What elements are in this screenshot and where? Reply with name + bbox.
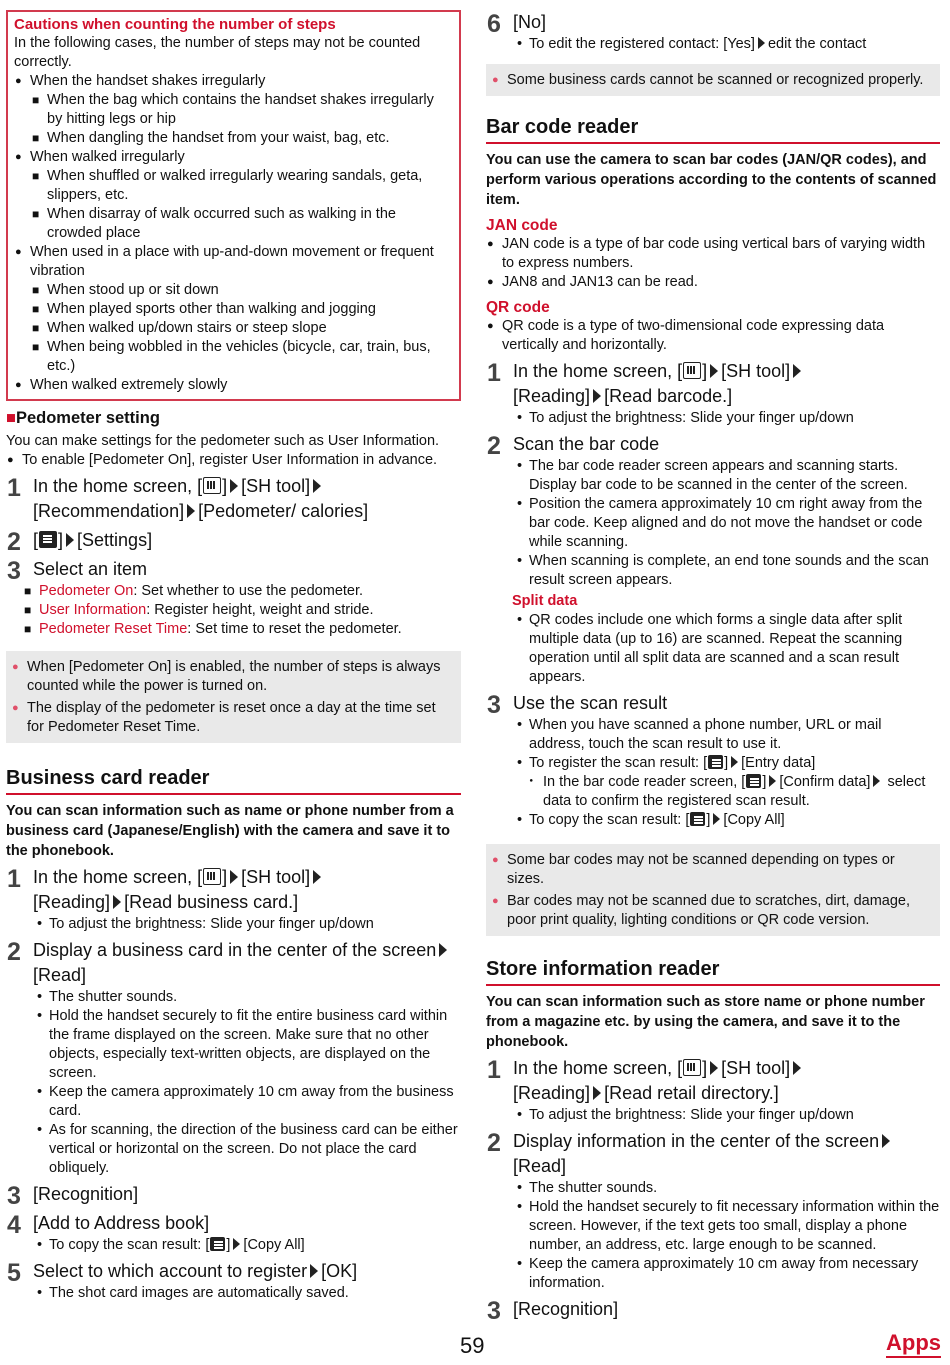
split-data-heading: Split data (512, 593, 578, 609)
business-step-4: 4 [Add to Address book] (7, 1211, 210, 1239)
barcode-note (486, 844, 940, 936)
step-note: • Position the camera approximately 10 cm right away from the bar code. Keep aligned and do not move the handset or code while scanning. (486, 495, 940, 552)
arrow-right-icon (593, 389, 601, 403)
barcode-heading: Bar code reader (486, 114, 940, 144)
caution-subitem: ■ When being wobbled in the vehicles (bicycle, car, train, bus, etc.) (14, 338, 453, 376)
arrow-right-icon (187, 504, 195, 518)
step-note: • Keep the camera approximately 10 cm away from the business card. (6, 1083, 461, 1121)
step-note: • To adjust the brightness: Slide your finger up/down (486, 409, 940, 428)
step-note: • To adjust the brightness: Slide your finger up/down (6, 915, 461, 934)
caution-subitem: ■ When stood up or sit down (14, 281, 453, 300)
step-number: 1 (7, 474, 21, 502)
arrow-right-icon (313, 479, 321, 493)
arrow-right-icon (710, 1061, 718, 1075)
step-note: • Keep the camera approximately 10 cm away from necessary information. (486, 1255, 940, 1293)
qr-item: ● QR code is a type of two-dimensional code expressing data vertically and horizontally. (486, 317, 940, 355)
step-number: 2 (7, 938, 21, 966)
note-item: ● Some business cards cannot be scanned or recognized properly. (492, 71, 934, 90)
step-number: 2 (7, 528, 21, 556)
caution-item: ● When walked extremely slowly (14, 376, 453, 395)
step-note: • Hold the handset securely to fit the entire business card within the frame displayed on the screen. Make sure that no other objects, especially text-written objects, are displayed on the screen. (6, 1007, 461, 1083)
step-number: 1 (487, 359, 501, 387)
store-step-3: 3 [Recognition] (487, 1297, 619, 1325)
step-note: • Hold the handset securely to fit necessary information within the screen. However, if the text gets too small, display a phone number, an address, etc. large enough to be scanned. (486, 1198, 940, 1255)
step-note: • The bar code reader screen appears and scanning starts. Display bar code to be scanned in the center of the screen. (486, 457, 940, 495)
caution-item: ● When the handset shakes irregularly (14, 72, 453, 91)
step-note: • When scanning is complete, an end tone sounds and the scan result screen appears. (486, 552, 940, 590)
menu-icon (708, 755, 723, 769)
caution-subitem: ■ When played sports other than walking and jogging (14, 300, 453, 319)
jan-item: ● JAN8 and JAN13 can be read. (486, 273, 940, 292)
business-heading: Business card reader (6, 765, 461, 795)
menu-icon (210, 1237, 225, 1251)
step-note: • When you have scanned a phone number, URL or mail address, touch the scan result to use it. (486, 716, 940, 754)
caution-box (6, 10, 461, 401)
left-column (6, 10, 461, 1303)
step-number: 3 (487, 1297, 501, 1325)
pedometer-intro: You can make settings for the pedometer such as User Information. (6, 433, 440, 449)
arrow-right-icon (793, 1061, 801, 1075)
step-number: 3 (487, 691, 501, 719)
step-number: 3 (7, 557, 21, 585)
arrow-right-icon (731, 756, 738, 768)
arrow-right-icon (793, 364, 801, 378)
caution-subitem: ■ When the bag which contains the handset shakes irregularly by hitting legs or hip (14, 91, 453, 129)
step-note: • QR codes include one which forms a single data after split multiple data (up to 16) are scanned. Repeat the scanning operation until all split data are scanned and a scan result appears. (486, 611, 940, 687)
step-note: • To register the scan result: [ ] [Entry data] (486, 754, 940, 773)
store-step-2: 2 Display information in the center of the screen[Read] (486, 1129, 940, 1179)
step-number: 1 (487, 1056, 501, 1084)
arrow-right-icon (66, 533, 74, 547)
arrow-right-icon (882, 1134, 890, 1148)
arrow-right-icon (233, 1238, 240, 1250)
section-tab-apps[interactable]: Apps (886, 1330, 941, 1358)
caution-subitem: ■ When shuffled or walked irregularly wearing sandals, geta, slippers, etc. (14, 167, 453, 205)
step-subnote: ・ In the bar code reader screen, [ ] [Confirm data] select data to confirm the registered scan result. (486, 773, 940, 811)
pedometer-heading: ■Pedometer setting (6, 409, 160, 427)
apps-icon (683, 362, 701, 379)
business-step-1: 1 In the home screen, [ ] [SH tool] [Reading] [Read business card.] (6, 865, 461, 915)
store-heading: Store information reader (486, 956, 940, 986)
note-item: ● Bar codes may not be scanned due to scratches, dirt, damage, poor print quality, lighting conditions or QR code version. (492, 892, 934, 930)
step-number: 2 (487, 432, 501, 460)
barcode-step-1: 1 In the home screen, [ ] [SH tool] [Reading] [Read barcode.] (486, 359, 940, 409)
business-step-6: 6 [No] (487, 10, 547, 38)
arrow-right-icon (310, 1264, 318, 1278)
store-intro: You can scan information such as store name or phone number from a magazine etc. by using the camera, and save it to the phonebook. (486, 994, 925, 1050)
step-number: 5 (7, 1259, 21, 1287)
pedometer-bullet: ● To enable [Pedometer On], register User Information in advance. (6, 451, 461, 470)
step-note: • As for scanning, the direction of the business card can be either vertical or horizontal on the screen. Do not place the card obliquely. (6, 1121, 461, 1178)
jan-heading: JAN code (486, 217, 558, 234)
page-number: 59 (460, 1333, 485, 1358)
step-number: 2 (487, 1129, 501, 1157)
step-note: • To adjust the brightness: Slide your finger up/down (486, 1106, 940, 1125)
arrow-right-icon (873, 775, 880, 787)
barcode-step-3: 3 Use the scan result (487, 691, 668, 719)
caution-item: ● When walked irregularly (14, 148, 453, 167)
arrow-right-icon (710, 364, 718, 378)
arrow-right-icon (593, 1086, 601, 1100)
arrow-right-icon (230, 870, 238, 884)
square-bullet-icon: ■ (6, 409, 16, 427)
menu-icon (690, 812, 705, 826)
arrow-right-icon (230, 479, 238, 493)
step-note: • To copy the scan result: [ ] [Copy All] (486, 811, 940, 830)
business-step-2: 2 Display a business card in the center of the screen[Read] (6, 938, 461, 988)
caution-intro: In the following cases, the number of steps may not be counted correctly. (14, 35, 421, 70)
caution-subitem: ■ When dangling the handset from your waist, bag, etc. (14, 129, 453, 148)
step-note: • To edit the registered contact: [Yes] edit the contact (486, 35, 940, 54)
step-note: • The shutter sounds. (6, 988, 461, 1007)
barcode-intro: You can use the camera to scan bar codes (JAN/QR codes), and perform various operations according to the contents of scanned item. (486, 152, 937, 208)
pedometer-step-3: 3 Select an item (7, 557, 148, 585)
setting-item: ■ Pedometer On: Set whether to use the pedometer. (6, 582, 461, 601)
store-step-1: 1 In the home screen, [ ] [SH tool] [Reading] [Read retail directory.] (486, 1056, 940, 1106)
business-step-3: 3 [Recognition] (7, 1182, 139, 1210)
note-item: ● Some bar codes may not be scanned depending on types or sizes. (492, 851, 934, 889)
arrow-right-icon (313, 870, 321, 884)
caution-item: ● When used in a place with up-and-down movement or frequent vibration (14, 243, 453, 281)
step-number: 6 (487, 10, 501, 38)
step-note: • The shot card images are automatically saved. (6, 1284, 461, 1303)
pedometer-note (6, 651, 461, 743)
step-note: • The shutter sounds. (486, 1179, 940, 1198)
right-column (486, 10, 940, 1325)
qr-heading: QR code (486, 299, 550, 316)
arrow-right-icon (439, 943, 447, 957)
arrow-right-icon (758, 37, 765, 49)
caution-title: Cautions when counting the number of steps (14, 16, 336, 33)
setting-item: ■ User Information: Register height, weight and stride. (6, 601, 461, 620)
menu-icon (746, 774, 761, 788)
business-intro: You can scan information such as name or phone number from a business card (Japanese/English) with the camera and save it to the phonebook. (6, 803, 454, 859)
menu-icon (39, 531, 57, 548)
apps-icon (683, 1059, 701, 1076)
pedometer-step-1: 1 In the home screen, [ ] [SH tool] [Recommendation] [Pedometer/ calories] (7, 474, 369, 521)
note-item: ● The display of the pedometer is reset once a day at the time set for Pedometer Reset Time. (12, 699, 455, 737)
step-number: 3 (7, 1182, 21, 1210)
pedometer-step-2: 2 [ ] [Settings] (7, 528, 153, 556)
arrow-right-icon (713, 813, 720, 825)
step-number: 1 (7, 865, 21, 893)
arrow-right-icon (113, 895, 121, 909)
business-step-5: 5 Select to which account to register [OK] (7, 1259, 358, 1287)
apps-icon (203, 477, 221, 494)
note-item: ● When [Pedometer On] is enabled, the number of steps is always counted while the power is turned on. (12, 658, 455, 696)
setting-item: ■ Pedometer Reset Time: Set time to reset the pedometer. (6, 620, 461, 639)
business-note (486, 64, 940, 96)
arrow-right-icon (769, 775, 776, 787)
caution-subitem: ■ When disarray of walk occurred such as walking in the crowded place (14, 205, 453, 243)
step-number: 4 (7, 1211, 21, 1239)
barcode-step-2: 2 Scan the bar code (487, 432, 660, 460)
jan-item: ● JAN code is a type of bar code using vertical bars of varying width to express numbers. (486, 235, 940, 273)
apps-icon (203, 868, 221, 885)
caution-subitem: ■ When walked up/down stairs or steep slope (14, 319, 453, 338)
step-note: • To copy the scan result: [ ] [Copy All] (6, 1236, 461, 1255)
